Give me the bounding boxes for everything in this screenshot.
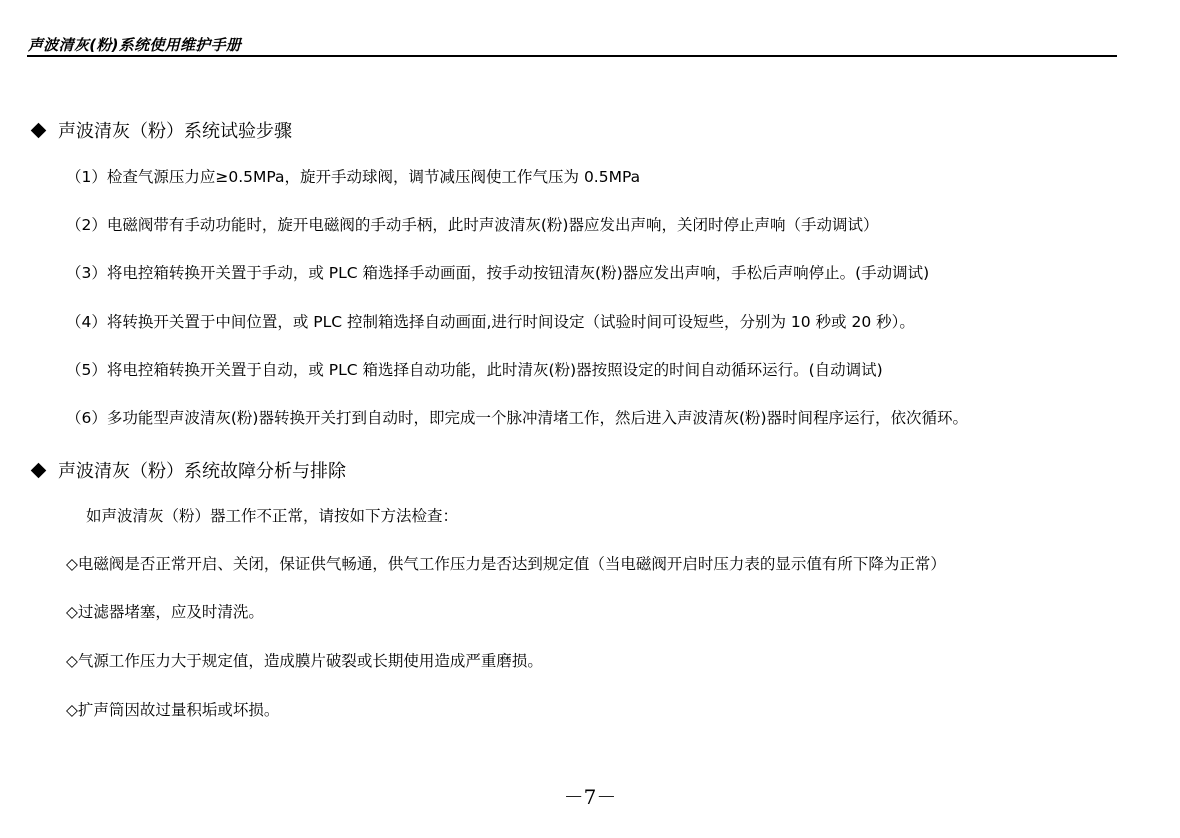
step-item: （1）检查气源压力应≥0.5MPa，旋开手动球阀，调节减压阀使工作气压为 0.5MPa [66,168,641,186]
step-item: （5）将电控箱转换开关置于自动，或 PLC 箱选择自动功能，此时清灰(粉)器按照设定的时间自动循环运行。(自动调试) [66,361,883,379]
section-heading-test-steps [33,117,292,143]
diamond-bullet-icon [31,123,47,139]
intro-text: 如声波清灰（粉）器工作不正常，请按如下方法检查： [86,507,459,525]
check-item: ◇过滤器堵塞，应及时清洗。 [66,603,264,621]
section-heading-fault-analysis [33,457,346,483]
step-item: （3）将电控箱转换开关置于手动，或 PLC 箱选择手动画面，按手动按钮清灰(粉)器应发出声响，手松后声响停止。(手动调试) [66,264,930,282]
step-item: （2）电磁阀带有手动功能时，旋开电磁阀的手动手柄，此时声波清灰(粉)器应发出声响，关闭时停止声响（手动调试） [66,216,879,234]
header-title: 声波清灰(粉)系统使用维护手册 [28,36,242,54]
check-item: ◇扩声筒因故过量积垢或坏损。 [66,701,280,719]
diamond-bullet-icon [31,463,47,479]
header-rule [27,55,1117,57]
step-item: （4）将转换开关置于中间位置，或 PLC 控制箱选择自动画面,进行时间设定（试验时间可设短些，分别为 10 秒或 20 秒）。 [66,313,915,331]
check-item: ◇电磁阀是否正常开启、关闭，保证供气畅通，供气工作压力是否达到规定值（当电磁阀开启时压力表的显示值有所下降为正常） [66,555,946,573]
step-item: （6）多功能型声波清灰(粉)器转换开关打到自动时，即完成一个脉冲清堵工作，然后进入声波清灰(粉)器时间程序运行，依次循环。 [66,409,969,427]
section-heading-text: 声波清灰（粉）系统故障分析与排除 [58,461,346,482]
check-item: ◇气源工作压力大于规定值，造成膜片破裂或长期使用造成严重磨损。 [66,652,543,670]
section-heading-text: 声波清灰（粉）系统试验步骤 [58,121,292,142]
page-number: －7－ [563,785,617,809]
